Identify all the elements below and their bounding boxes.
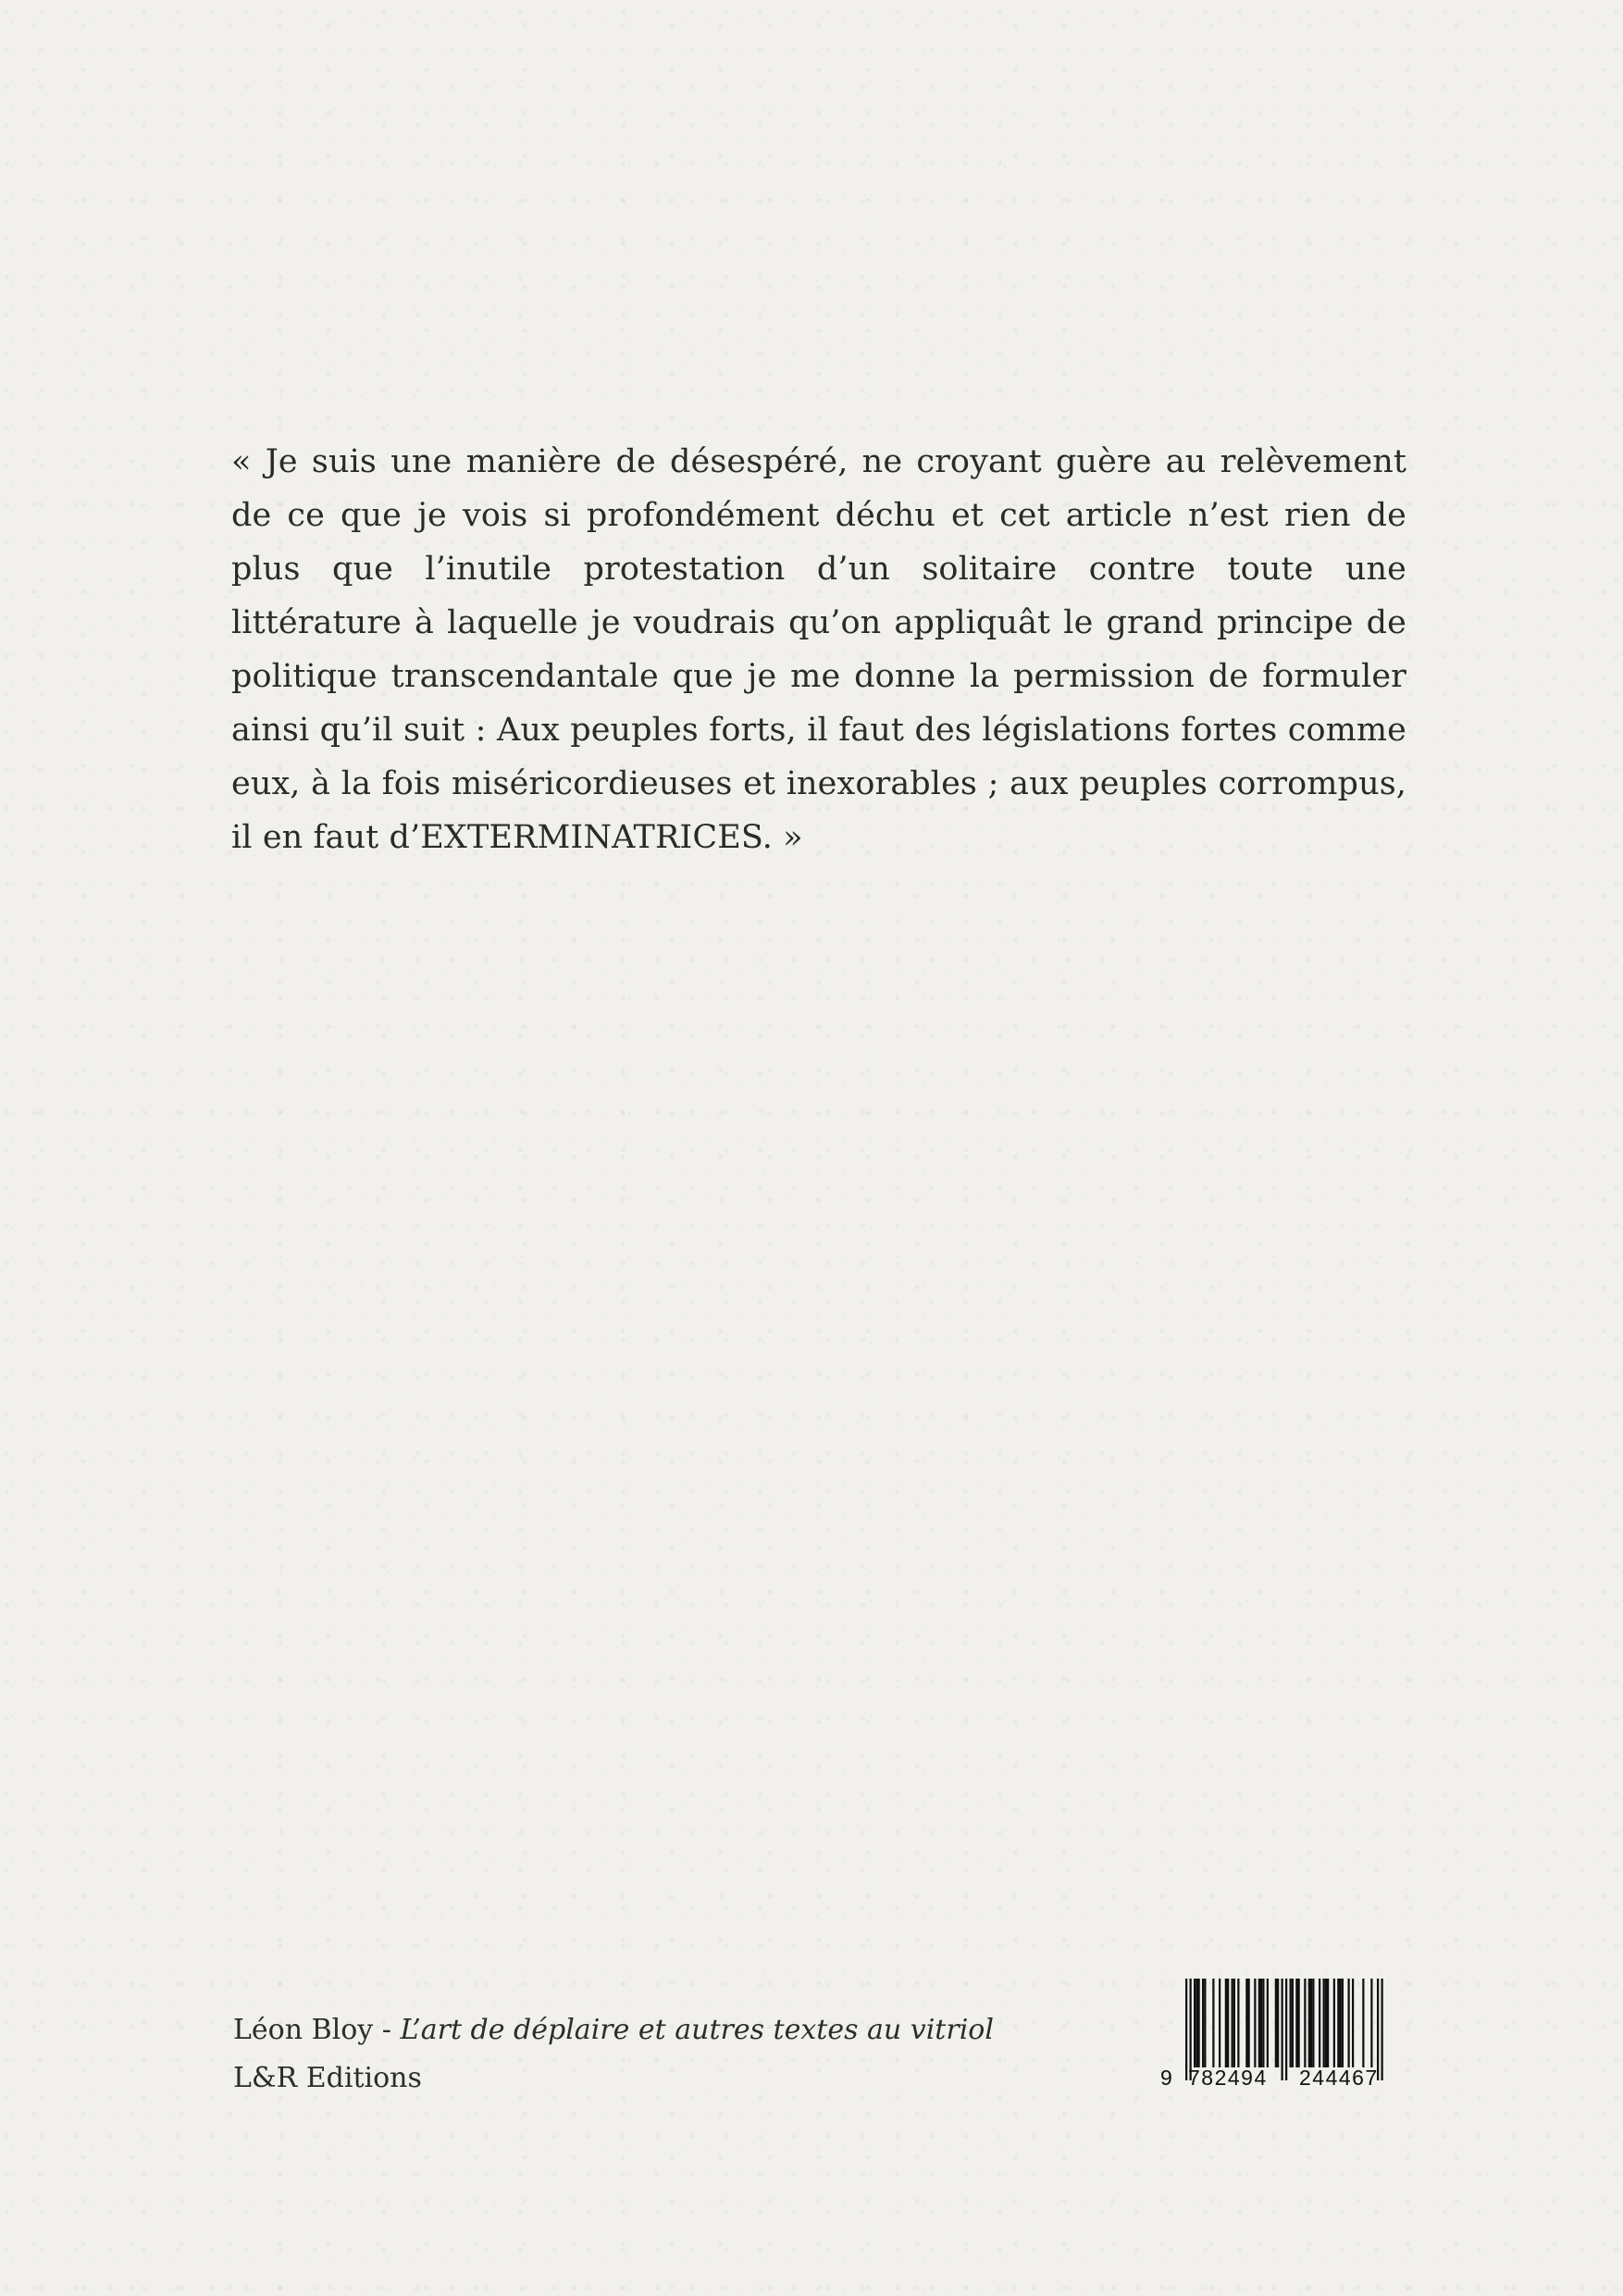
barcode-bar — [1333, 1979, 1335, 2067]
barcode-lead-digit: 9 — [1160, 2066, 1172, 2090]
barcode-bar — [1310, 1979, 1312, 2067]
barcode-bar — [1292, 1979, 1294, 2067]
barcode-bar — [1348, 1979, 1350, 2067]
book-title: L’art de déplaire et autres textes au vitriol — [400, 2014, 994, 2046]
barcode-right-group: 244467 — [1299, 2066, 1379, 2090]
barcode-bar — [1327, 1979, 1329, 2067]
barcode-bar — [1194, 1979, 1196, 2067]
barcode-bar — [1267, 1979, 1269, 2067]
author-title-line — [233, 2006, 994, 2054]
barcode-digits — [1160, 2066, 1410, 2099]
publisher-name: L&R Editions — [233, 2062, 422, 2094]
barcode-bar — [1227, 1979, 1229, 2067]
author-name: Léon Bloy — [233, 2014, 374, 2046]
barcode-bar — [1212, 1979, 1214, 2067]
barcode-bar — [1319, 1979, 1320, 2067]
barcode-bar — [1254, 1979, 1256, 2067]
author-title-separator: - — [373, 2014, 401, 2046]
barcode-bar — [1237, 1979, 1239, 2067]
barcode-bar — [1262, 1979, 1264, 2067]
barcode-bar — [1362, 1979, 1364, 2067]
barcode-bar — [1233, 1979, 1235, 2067]
barcode-bar — [1202, 1979, 1204, 2067]
barcode-bar — [1295, 1979, 1297, 2067]
barcode-bar — [1325, 1979, 1327, 2067]
barcode-bar — [1298, 1979, 1300, 2067]
barcode-bar — [1340, 1979, 1342, 2067]
isbn-barcode — [1160, 1979, 1410, 2099]
barcode-bar — [1312, 1979, 1314, 2067]
barcode-bar — [1290, 1979, 1292, 2067]
back-cover-quote: « Je suis une manière de désespéré, ne croyant guère au relèvement de ce que je vois si profondément déchu et cet article n’est rien de plus que l’inutile protestation d’un solitaire contre toute une littérature à laquelle je voudrais qu’on appliquât le grand principe de politique transcendantale que je me donne la permission de formuler ainsi qu’il suit : Aux peuples forts, il faut des législations fortes comme eux, à la fois miséricordieuses et inexorables ; aux peuples corrompus, il en faut d’EXTERMINATRICES. » — [231, 443, 1406, 856]
barcode-bar — [1337, 1979, 1339, 2067]
barcode-bar — [1245, 1979, 1247, 2067]
barcode-bar — [1196, 1979, 1197, 2067]
barcode-bar — [1370, 1979, 1372, 2067]
colophon — [233, 2006, 994, 2103]
barcode-bar — [1342, 1979, 1344, 2067]
barcode-bar — [1225, 1979, 1227, 2067]
barcode-bar — [1304, 1979, 1306, 2067]
barcode-bar — [1308, 1979, 1310, 2067]
barcode-bar — [1232, 1979, 1233, 2067]
barcode-bar — [1248, 1979, 1250, 2067]
barcode-bar — [1258, 1979, 1260, 2067]
barcode-bar — [1352, 1979, 1354, 2067]
barcode-bar — [1260, 1979, 1262, 2067]
barcode-bar — [1219, 1979, 1220, 2067]
barcode-bar — [1275, 1979, 1277, 2067]
barcode-bar — [1198, 1979, 1200, 2067]
barcode-bar — [1277, 1979, 1279, 2067]
barcode-left-group: 782494 — [1188, 2066, 1268, 2090]
barcode-bar — [1323, 1979, 1325, 2067]
barcode-bar — [1204, 1979, 1206, 2067]
